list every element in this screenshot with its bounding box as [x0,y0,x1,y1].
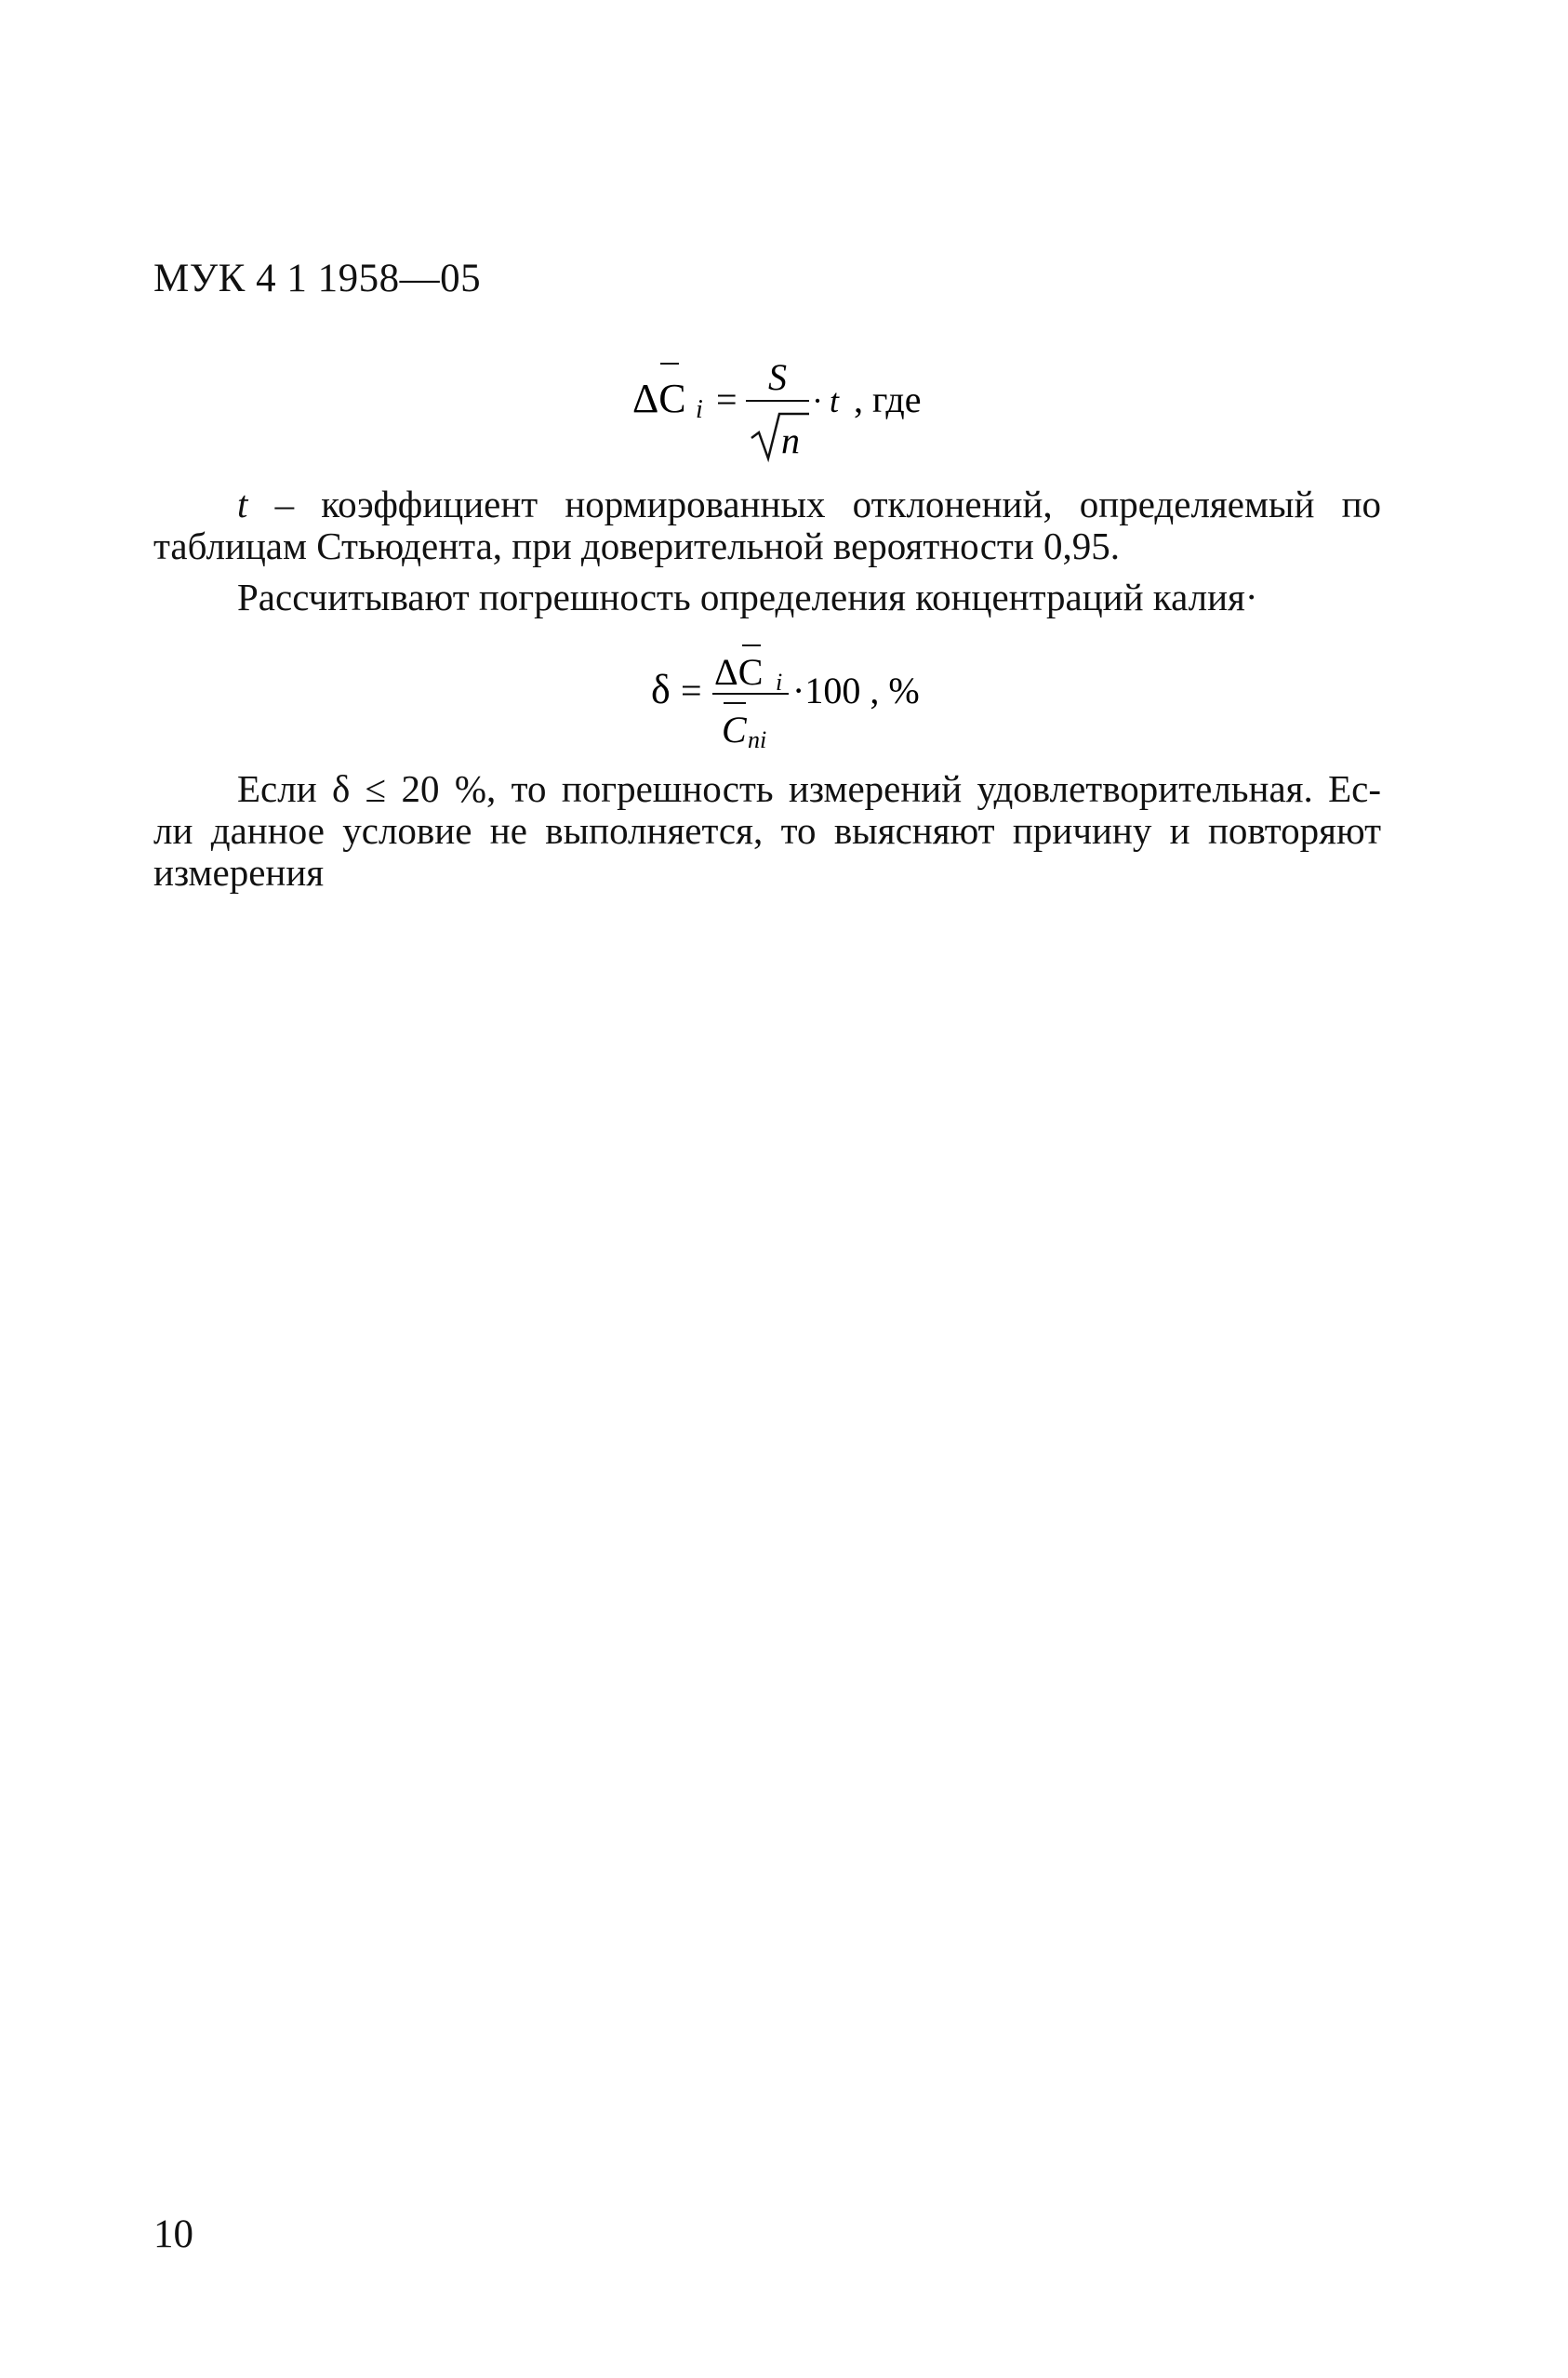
formula1-lhs-symbol: ΔC [632,376,686,421]
formula2-equals: = [681,670,702,711]
formula1-tail: , где [854,379,922,420]
paragraph-calculation-line: Рассчитывают погрешность определения концентраций калия· [237,576,1258,618]
formula2-numerator-subscript: i [776,669,783,696]
formula-confidence-interval-svg [623,349,958,470]
formula2-multiplier: ·100 , % [792,670,920,711]
formula2-denominator-subscript: ni [748,726,767,753]
paragraph-t-definition [153,484,1381,567]
document-code: МУК 4 1 1958—05 [153,257,482,300]
formula-confidence-interval [623,349,958,474]
formula1-equals: = [716,379,737,420]
paragraph-t-line-1-text: – коэффициент нормированных отклонений, определяемый по [274,483,1382,525]
paragraph-t-line-2: таблицам Стьюдента, при доверительной вероятности 0,95. [153,525,1121,567]
paragraph-condition-line-1: Если δ ≤ 20 %, то погрешность измерений удовлетворительная. Ес- [237,767,1381,810]
formula-relative-error-svg [642,632,958,763]
formula1-denominator: n [781,419,800,461]
page-number: 10 [153,2212,193,2256]
formula1-numerator: S [768,356,787,398]
variable-t: t [237,483,248,525]
paragraph-calculation [153,577,1381,618]
paragraph-condition [153,768,1381,894]
paragraph-condition-line-2: ли данное условие не выполняется, то выясняют причину и повторяют [153,809,1381,852]
formula2-numerator-symbol: ΔC [714,651,764,693]
formula-relative-error [642,632,958,767]
sqrt-icon [751,414,809,458]
formula2-lhs: δ [651,667,671,712]
paragraph-condition-line-3: измерения [153,851,325,894]
formula1-multiplier: · t [813,382,840,419]
formula1-lhs-subscript: i [696,395,703,424]
formula2-denominator-symbol: C [722,709,747,751]
paragraph-t-line-1 [153,484,1381,525]
